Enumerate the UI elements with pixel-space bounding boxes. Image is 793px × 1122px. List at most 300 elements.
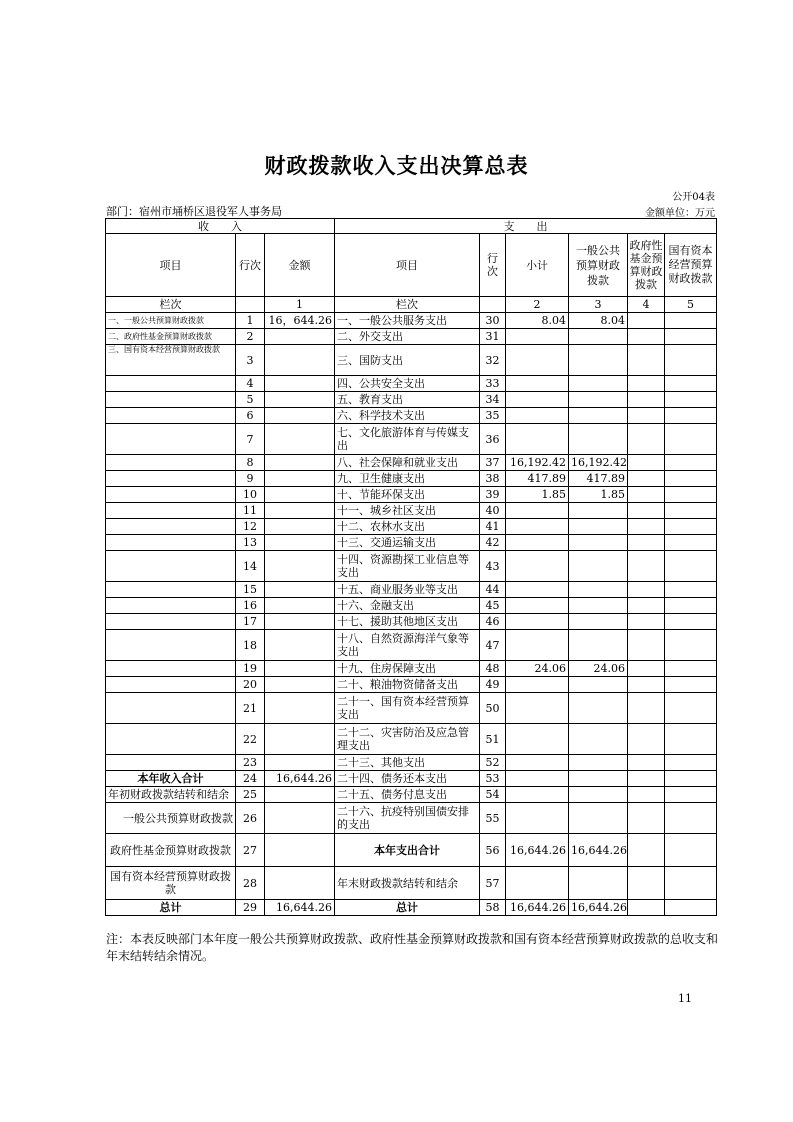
income-item (106, 392, 236, 408)
income-amount: 16,644.26 (265, 771, 335, 787)
expense-subtotal: 16,192.42 (506, 455, 569, 471)
expense-item: 十二、农林水支出 (335, 519, 480, 535)
income-amount (265, 693, 335, 724)
expense-row-no: 31 (480, 329, 506, 345)
expense-item: 一、一般公共服务支出 (335, 313, 480, 329)
col-4: 4 (628, 297, 665, 313)
income-row-no: 14 (236, 551, 265, 582)
income-amount (265, 487, 335, 503)
amount-header: 金额 (265, 234, 335, 297)
income-amount (265, 614, 335, 630)
expense-general-budget (569, 598, 628, 614)
expense-general-budget (569, 724, 628, 755)
expense-state-capital (665, 724, 717, 755)
unit-label: 金额单位：万元 (645, 208, 715, 219)
income-row-no: 22 (236, 724, 265, 755)
income-item (106, 535, 236, 551)
income-amount (265, 598, 335, 614)
table-row (106, 755, 717, 771)
table-row (106, 519, 717, 535)
income-item (106, 376, 236, 392)
expense-general-budget (569, 677, 628, 693)
expense-row-no: 34 (480, 392, 506, 408)
expense-row-no: 43 (480, 551, 506, 582)
income-item (106, 724, 236, 755)
expense-subtotal: 16,644.26 (506, 834, 569, 867)
income-item (106, 503, 236, 519)
expense-row-no: 47 (480, 630, 506, 661)
expense-item: 十三、交通运输支出 (335, 535, 480, 551)
expense-item: 十五、商业服务业等支出 (335, 582, 480, 598)
income-item (106, 455, 236, 471)
expense-subtotal (506, 787, 569, 803)
expense-row-no: 39 (480, 487, 506, 503)
income-item: 一般公共预算财政拨款 (106, 803, 236, 834)
expense-general-budget: 16,644.26 (569, 900, 628, 916)
expense-gov-fund (628, 677, 665, 693)
col-5: 5 (665, 297, 717, 313)
expense-subtotal (506, 582, 569, 598)
income-row-no: 2 (236, 329, 265, 345)
expense-row-no: 54 (480, 787, 506, 803)
expense-gov-fund (628, 661, 665, 677)
income-row-no: 11 (236, 503, 265, 519)
income-item (106, 693, 236, 724)
income-amount (265, 471, 335, 487)
income-item (106, 471, 236, 487)
table-row (106, 598, 717, 614)
expense-subtotal (506, 677, 569, 693)
expense-gov-fund (628, 313, 665, 329)
expense-state-capital (665, 408, 717, 424)
income-row-no: 19 (236, 661, 265, 677)
expense-general-budget (569, 408, 628, 424)
expense-state-capital (665, 471, 717, 487)
income-amount (265, 535, 335, 551)
expense-subtotal (506, 771, 569, 787)
income-amount (265, 408, 335, 424)
income-item: 二、政府性基金预算财政拨款 (106, 329, 236, 345)
expense-gov-fund (628, 471, 665, 487)
income-item: 总计 (106, 900, 236, 916)
income-item (106, 661, 236, 677)
expense-gov-fund (628, 724, 665, 755)
expense-item: 六、科学技术支出 (335, 408, 480, 424)
expense-general-budget (569, 519, 628, 535)
general-budget-header: 一般公共预算财政拨款 (569, 234, 628, 297)
state-capital-header: 国有资本经营预算财政拨款 (665, 234, 717, 297)
expense-gov-fund (628, 392, 665, 408)
department-label: 部门：宿州市埇桥区退役军人事务局 (106, 205, 282, 218)
expense-subtotal (506, 630, 569, 661)
expense-row-no: 36 (480, 424, 506, 455)
expense-state-capital (665, 803, 717, 834)
expense-general-budget (569, 614, 628, 630)
table-row (106, 329, 717, 345)
income-row-no: 5 (236, 392, 265, 408)
expense-subtotal: 16,644.26 (506, 900, 569, 916)
expense-row-no: 55 (480, 803, 506, 834)
expense-item: 十八、自然资源海洋气象等支出 (335, 630, 480, 661)
expense-general-budget (569, 345, 628, 376)
income-amount (265, 677, 335, 693)
expense-state-capital (665, 677, 717, 693)
income-amount (265, 661, 335, 677)
income-item (106, 755, 236, 771)
col-2: 2 (506, 297, 569, 313)
income-row-no: 7 (236, 424, 265, 455)
expense-item: 九、卫生健康支出 (335, 471, 480, 487)
expense-gov-fund (628, 535, 665, 551)
income-item: 年初财政拨款结转和结余 (106, 787, 236, 803)
expense-item: 十六、金融支出 (335, 598, 480, 614)
income-item: 三、国有资本经营预算财政拨款 (106, 345, 236, 376)
income-item (106, 519, 236, 535)
item-header-2: 项目 (335, 234, 480, 297)
expense-gov-fund (628, 834, 665, 867)
income-item (106, 677, 236, 693)
expense-item: 本年支出合计 (335, 834, 480, 867)
income-row-no: 21 (236, 693, 265, 724)
expense-subtotal (506, 614, 569, 630)
income-amount (265, 345, 335, 376)
expense-gov-fund (628, 614, 665, 630)
expense-subtotal (506, 376, 569, 392)
income-item (106, 598, 236, 614)
expense-state-capital (665, 900, 717, 916)
income-item (106, 424, 236, 455)
expense-general-budget (569, 535, 628, 551)
expense-state-capital (665, 787, 717, 803)
table-row (106, 424, 717, 455)
income-item: 本年收入合计 (106, 771, 236, 787)
expense-state-capital (665, 455, 717, 471)
table-row (106, 803, 717, 834)
expense-row-no: 56 (480, 834, 506, 867)
subtotal-header: 小计 (506, 234, 569, 297)
table-row (106, 408, 717, 424)
expense-header: 支 出 (335, 219, 717, 234)
expense-subtotal (506, 392, 569, 408)
expense-row-no: 35 (480, 408, 506, 424)
expense-general-budget: 16,192.42 (569, 455, 628, 471)
page-title: 财政拨款收入支出决算总表 (264, 154, 529, 178)
income-row-no: 15 (236, 582, 265, 598)
expense-gov-fund (628, 487, 665, 503)
income-item (106, 582, 236, 598)
table-row (106, 455, 717, 471)
table-row (106, 503, 717, 519)
expense-state-capital (665, 519, 717, 535)
expense-gov-fund (628, 345, 665, 376)
expense-subtotal (506, 535, 569, 551)
expense-gov-fund (628, 376, 665, 392)
expense-row-no: 58 (480, 900, 506, 916)
income-amount: 16,644.26 (265, 900, 335, 916)
income-row-no: 18 (236, 630, 265, 661)
expense-item: 二十二、灾害防治及应急管理支出 (335, 724, 480, 755)
expense-item: 二十五、债务付息支出 (335, 787, 480, 803)
item-header: 项目 (106, 234, 236, 297)
expense-subtotal (506, 724, 569, 755)
income-amount (265, 392, 335, 408)
income-amount (265, 867, 335, 900)
expense-item: 二十、粮油物资储备支出 (335, 677, 480, 693)
expense-general-budget (569, 392, 628, 408)
expense-gov-fund (628, 771, 665, 787)
row-no-header: 行次 (236, 234, 265, 297)
expense-item: 三、国防支出 (335, 345, 480, 376)
expense-general-budget: 24.06 (569, 661, 628, 677)
expense-item: 十、节能环保支出 (335, 487, 480, 503)
expense-row-no: 51 (480, 724, 506, 755)
table-row (106, 345, 717, 376)
expense-row-no: 49 (480, 677, 506, 693)
expense-item: 十九、住房保障支出 (335, 661, 480, 677)
expense-general-budget (569, 755, 628, 771)
income-amount (265, 724, 335, 755)
expense-subtotal: 1.85 (506, 487, 569, 503)
income-item (106, 551, 236, 582)
gov-fund-header: 政府性基金预算财政拨款 (628, 234, 665, 297)
expense-row-no: 38 (480, 471, 506, 487)
table-row (106, 867, 717, 900)
expense-state-capital (665, 867, 717, 900)
expense-state-capital (665, 392, 717, 408)
expense-subtotal (506, 755, 569, 771)
expense-item: 十四、资源勘探工业信息等支出 (335, 551, 480, 582)
expense-state-capital (665, 834, 717, 867)
income-item (106, 614, 236, 630)
income-row-no: 1 (236, 313, 265, 329)
expense-gov-fund (628, 551, 665, 582)
expense-row-no: 53 (480, 771, 506, 787)
income-item (106, 630, 236, 661)
expense-subtotal: 417.89 (506, 471, 569, 487)
expense-row-no: 44 (480, 582, 506, 598)
expense-subtotal (506, 503, 569, 519)
expense-item: 二十三、其他支出 (335, 755, 480, 771)
expense-item: 年末财政拨款结转和结余 (335, 867, 480, 900)
income-amount (265, 803, 335, 834)
expense-general-budget: 1.85 (569, 487, 628, 503)
income-amount (265, 455, 335, 471)
expense-state-capital (665, 661, 717, 677)
income-amount (265, 329, 335, 345)
income-row-no: 9 (236, 471, 265, 487)
income-row-no: 12 (236, 519, 265, 535)
expense-subtotal: 24.06 (506, 661, 569, 677)
income-item (106, 487, 236, 503)
expense-subtotal (506, 693, 569, 724)
expense-gov-fund (628, 630, 665, 661)
expense-row-no: 40 (480, 503, 506, 519)
income-row-no: 17 (236, 614, 265, 630)
income-row-no: 27 (236, 834, 265, 867)
expense-row-no: 57 (480, 867, 506, 900)
expense-gov-fund (628, 787, 665, 803)
income-amount (265, 630, 335, 661)
income-header: 收 入 (106, 219, 335, 234)
table-row (106, 313, 717, 329)
expense-state-capital (665, 345, 717, 376)
expense-row-no: 48 (480, 661, 506, 677)
income-row-no: 13 (236, 535, 265, 551)
expense-state-capital (665, 551, 717, 582)
expense-state-capital (665, 630, 717, 661)
table-row (106, 787, 717, 803)
table-row (106, 771, 717, 787)
expense-gov-fund (628, 424, 665, 455)
expense-row-no: 42 (480, 535, 506, 551)
expense-row-no: 37 (480, 455, 506, 471)
income-amount (265, 376, 335, 392)
expense-state-capital (665, 503, 717, 519)
col-label-2: 栏次 (335, 297, 480, 313)
expense-state-capital (665, 535, 717, 551)
expense-state-capital (665, 313, 717, 329)
expense-gov-fund (628, 755, 665, 771)
income-row-no: 10 (236, 487, 265, 503)
expense-general-budget (569, 551, 628, 582)
income-row-no: 25 (236, 787, 265, 803)
expense-item: 七、文化旅游体育与传媒支出 (335, 424, 480, 455)
table-note: 注：本表反映部门本年度一般公共预算财政拨款、政府性基金预算财政拨款和国有资本经营预算财政拨款的总收支和年末结转结余情况。 (106, 932, 719, 963)
expense-item: 二十六、抗疫特别国债安排的支出 (335, 803, 480, 834)
expense-subtotal (506, 598, 569, 614)
income-amount (265, 755, 335, 771)
col-3: 3 (569, 297, 628, 313)
income-amount (265, 582, 335, 598)
expense-item: 总计 (335, 900, 480, 916)
expense-item: 二、外交支出 (335, 329, 480, 345)
expense-state-capital (665, 376, 717, 392)
income-row-no: 4 (236, 376, 265, 392)
expense-subtotal: 8.04 (506, 313, 569, 329)
expense-item: 二十一、国有资本经营预算支出 (335, 693, 480, 724)
income-row-no: 8 (236, 455, 265, 471)
expense-row-no: 50 (480, 693, 506, 724)
expense-general-budget (569, 582, 628, 598)
expense-subtotal (506, 519, 569, 535)
col-label: 栏次 (106, 297, 236, 313)
expense-row-no: 32 (480, 345, 506, 376)
expense-gov-fund (628, 867, 665, 900)
table-row (106, 614, 717, 630)
expense-row-no: 46 (480, 614, 506, 630)
expense-general-budget: 16,644.26 (569, 834, 628, 867)
income-row-no: 28 (236, 867, 265, 900)
expense-item: 五、教育支出 (335, 392, 480, 408)
page-number: 11 (678, 992, 692, 1005)
table-row (106, 630, 717, 661)
income-amount (265, 503, 335, 519)
expense-row-no: 52 (480, 755, 506, 771)
expense-general-budget (569, 329, 628, 345)
expense-subtotal (506, 803, 569, 834)
table-row (106, 487, 717, 503)
expense-row-no: 41 (480, 519, 506, 535)
expense-subtotal (506, 408, 569, 424)
expense-state-capital (665, 598, 717, 614)
income-amount: 16，644.26 (265, 313, 335, 329)
table-row (106, 834, 717, 867)
expense-row-no: 33 (480, 376, 506, 392)
expense-gov-fund (628, 329, 665, 345)
expense-subtotal (506, 329, 569, 345)
income-row-no: 6 (236, 408, 265, 424)
table-row (106, 392, 717, 408)
expense-general-budget (569, 803, 628, 834)
expense-subtotal (506, 551, 569, 582)
col-1: 1 (265, 297, 335, 313)
income-row-no: 24 (236, 771, 265, 787)
table-row (106, 376, 717, 392)
income-item: 国有资本经营预算财政拨款 (106, 867, 236, 900)
expense-item: 十一、城乡社区支出 (335, 503, 480, 519)
income-row-no: 23 (236, 755, 265, 771)
budget-table (105, 218, 717, 916)
expense-subtotal (506, 345, 569, 376)
expense-row-no: 45 (480, 598, 506, 614)
income-amount (265, 787, 335, 803)
row-no-header-2: 行次 (480, 234, 506, 297)
expense-state-capital (665, 424, 717, 455)
expense-item: 十七、援助其他地区支出 (335, 614, 480, 630)
income-row-no: 26 (236, 803, 265, 834)
expense-item: 八、社会保障和就业支出 (335, 455, 480, 471)
expense-state-capital (665, 771, 717, 787)
expense-row-no: 30 (480, 313, 506, 329)
table-row (106, 693, 717, 724)
income-amount (265, 424, 335, 455)
expense-general-budget (569, 787, 628, 803)
form-number: 公开04表 (672, 192, 715, 203)
expense-subtotal (506, 424, 569, 455)
table-row (106, 661, 717, 677)
expense-gov-fund (628, 803, 665, 834)
income-row-no: 29 (236, 900, 265, 916)
expense-gov-fund (628, 900, 665, 916)
expense-general-budget (569, 771, 628, 787)
expense-state-capital (665, 582, 717, 598)
income-row-no: 20 (236, 677, 265, 693)
table-row (106, 551, 717, 582)
expense-state-capital (665, 329, 717, 345)
expense-general-budget (569, 693, 628, 724)
expense-gov-fund (628, 582, 665, 598)
expense-subtotal (506, 867, 569, 900)
expense-general-budget: 8.04 (569, 313, 628, 329)
table-row (106, 582, 717, 598)
expense-gov-fund (628, 519, 665, 535)
income-amount (265, 551, 335, 582)
expense-general-budget (569, 424, 628, 455)
expense-gov-fund (628, 503, 665, 519)
income-amount (265, 519, 335, 535)
expense-item: 四、公共安全支出 (335, 376, 480, 392)
table-row (106, 900, 717, 916)
expense-gov-fund (628, 693, 665, 724)
expense-item: 二十四、债务还本支出 (335, 771, 480, 787)
expense-general-budget (569, 503, 628, 519)
expense-state-capital (665, 614, 717, 630)
income-item: 政府性基金预算财政拨款 (106, 834, 236, 867)
expense-state-capital (665, 755, 717, 771)
table-row (106, 724, 717, 755)
expense-state-capital (665, 693, 717, 724)
expense-general-budget (569, 376, 628, 392)
